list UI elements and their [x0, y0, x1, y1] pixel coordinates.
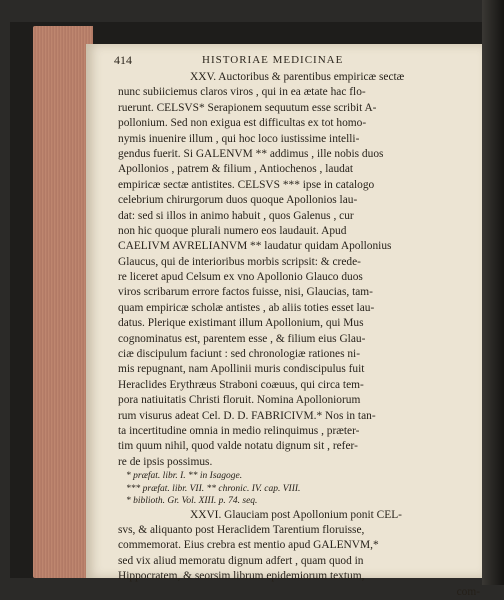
text-line: re de ipsis possimus.: [118, 455, 213, 468]
text-line: sed vix aliud memoratu dignum adfert , quam quod in: [118, 554, 364, 567]
text-line: Heraclides Erythræus Straboni coæuus, qui circa tem-: [118, 378, 364, 391]
text-line: XXV. Auctoribus & parentibus empiricæ sectæ: [190, 71, 405, 83]
text-line: nymis inuenire illum , qui hoc loco iustissime intelli-: [118, 132, 360, 145]
text-line: Apollonios , patrem & filium , Antiochenos , laudat: [118, 163, 354, 176]
footnote: * biblioth. Gr. Vol. XIII. p. 74. seq.: [126, 496, 258, 507]
catchword: com-: [456, 585, 480, 598]
text-line: cognominatus est, parentem esse , & filium eius Glau-: [118, 332, 366, 345]
text-line: svs, & aliquanto post Heraclidem Tarentium floruisse,: [118, 524, 365, 537]
page-number: 414: [114, 53, 132, 67]
page-header: [114, 53, 474, 69]
running-head: HISTORIAE MEDICINAE: [202, 54, 344, 66]
page-edges: [33, 26, 93, 578]
text-line: dat: sed si illos in animo habuit , quos Galenus , cur: [118, 209, 354, 222]
text-line: nunc subiiciemus claros viros , qui in ea ætate hac flo-: [118, 86, 366, 99]
text-line: rum visurus adeat Cel. D. D. FABRICIVM.* Nos in tan-: [118, 409, 376, 422]
text-line: Glaucus, qui de interioribus morbis scripsit: & crede-: [118, 255, 361, 268]
footnote: *** præfat. libr. VII. ** chronic. IV. cap. VIII.: [126, 483, 301, 494]
text-line: celebrium chirurgorum duos quoque Apollonios lau-: [118, 194, 358, 207]
text-line: mis repugnant, nam Apollinii muris condiscipulus fuit: [118, 363, 365, 376]
text-line: ta incertitudine omnia in medio relinquimus , præter-: [118, 424, 360, 437]
text-line: CAELIVM AVRELIANVM ** laudatur quidam Apollonius: [118, 240, 392, 253]
text-line: re liceret apud Celsum ex vno Apollonio Glauco duos: [118, 271, 363, 284]
text-line: gendus fuerit. Si GALENVM ** addimus , ille nobis duos: [118, 147, 384, 160]
text-line: quam empiricæ scholæ antistes , ab aliis toties esset lau-: [118, 301, 375, 314]
text-line: pollonium. Sed non exigua est difficultas ex tot homo-: [118, 117, 367, 130]
text-line: XXVI. Glauciam post Apollonium ponit CEL-: [190, 508, 402, 521]
text-line: ruerunt. CELSVS* Serapionem sequutum esse scribit A-: [118, 101, 377, 114]
book-spine: [482, 0, 504, 585]
text-line: non hic quoque plurali numero eos laudauit. Apud: [118, 224, 347, 237]
text-line: Hippocratem, & seorsim librum epidemiorum textum,: [118, 570, 365, 583]
text-line: datus. Plerique existimant illum Apollonium, qui Mus: [118, 317, 364, 330]
footnote: * præfat. libr. I. ** in Isagoge.: [126, 471, 243, 482]
text-line: ciæ discipulum faciunt : sed chronologiæ rationes ni-: [118, 348, 361, 361]
text-line: commemorat. Eius crebra est mentio apud GALENVM,*: [118, 539, 379, 552]
text-line: viros scribarum errore factos fuisse, nisi, Glaucias, tam-: [118, 286, 373, 299]
text-line: tim quum nihil, quod valde notatu dignum sit , refer-: [118, 440, 358, 453]
text-line: pora natiuitatis Christi floruit. Nomina Apolloniorum: [118, 394, 361, 407]
text-line: empiricæ sectæ antistites. CELSVS *** ipse in catalogo: [118, 178, 375, 191]
page-body: [118, 70, 480, 600]
